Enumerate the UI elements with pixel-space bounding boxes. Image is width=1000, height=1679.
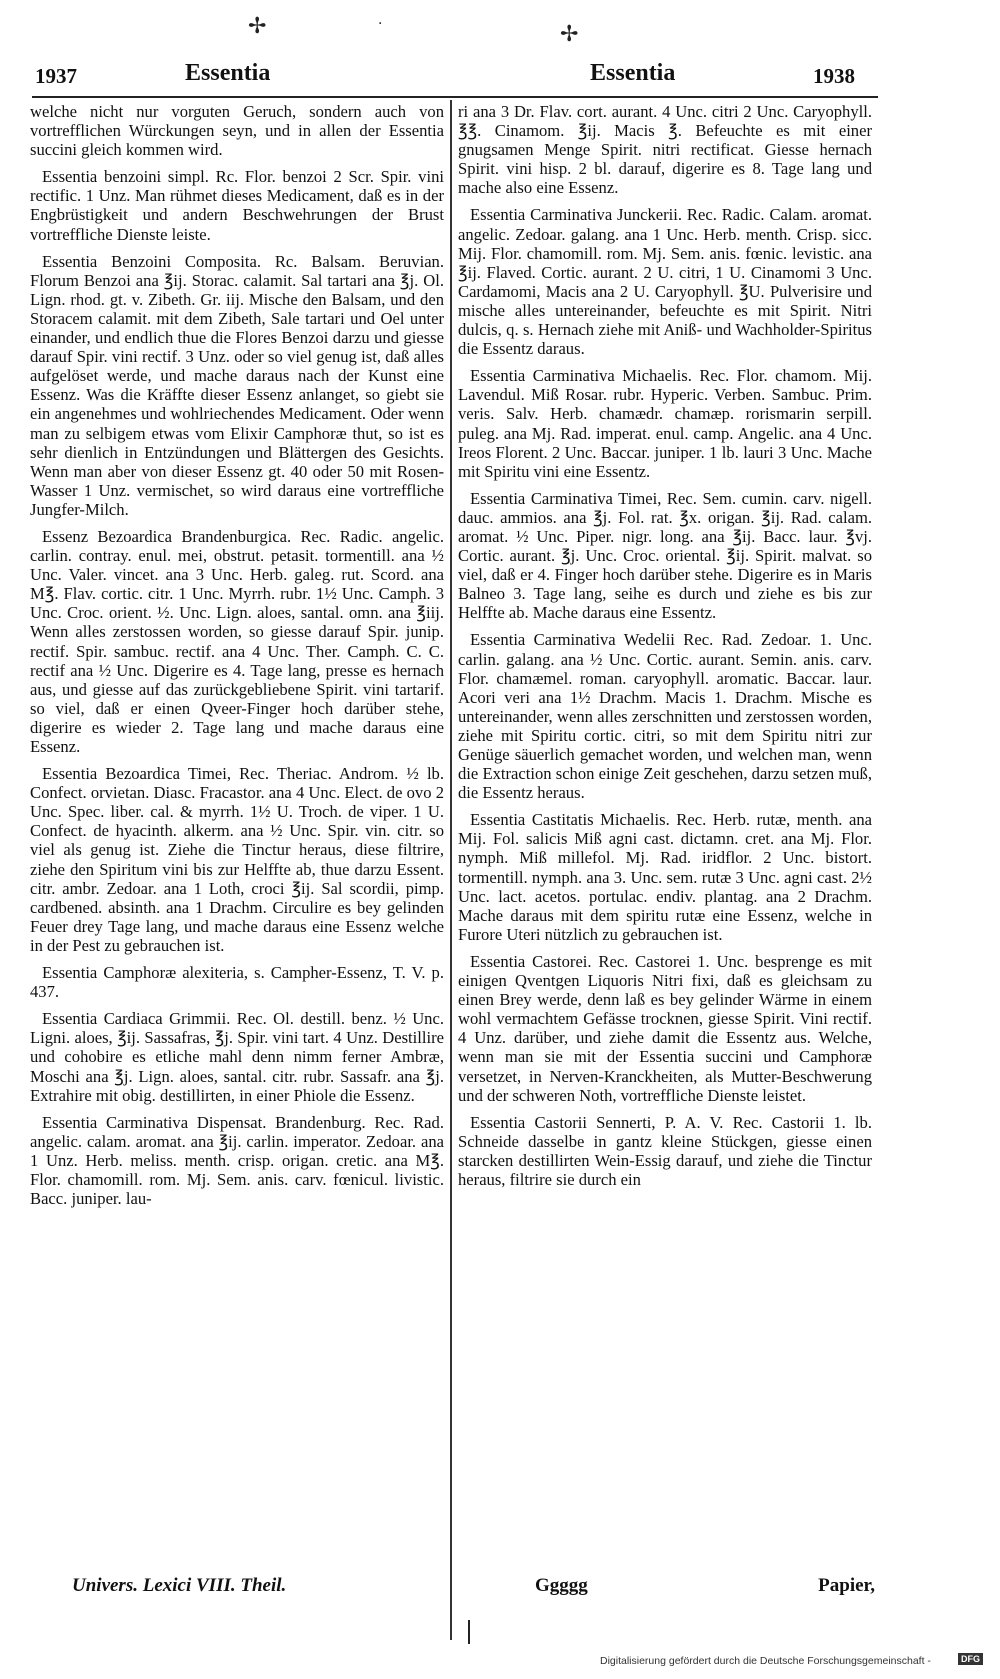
entry-paragraph: Essentia Cardiaca Grimmii. Rec. Ol. destill. benz. ½ Unc. Ligni. aloes, ℥ij. Sassafras, ℥j. Spir. vini tart. 4 Unz. Destillire und cohobire es etliche mahl denn nimm ferner Ambræ, Moschi ana ℥j. Lign. aloes, santal. citr. rubr. Sassafr. ana ℥j. Extrahire mit obig. destillirten, in einer Phiole die Essenz. [30, 1009, 444, 1105]
entry-paragraph: Essentia Castorei. Rec. Castorei 1. Unc. besprenge es mit einigen Qventgen Liquoris Nitri fixi, daß es gleichsam zu einen Brey werde, denn laß es bey gelinder Wärme in einem wohl vermachtem Gefässe trocknen, giesse Spirit. Vini rectif. 4 Unz. darüber, und ziehe damit die Essentz aus. Welche, wenn man sie mit der Essentia succini und Camphoræ versetzet, in Nerven-Kranckheiten, als Mutter-Beschwerung und der schweren Noth, vortreffliche Dienste leistet. [458, 951, 872, 1105]
ornament-mark: ✢ [248, 14, 267, 39]
entry-paragraph: Essentia Carminativa Timei, Rec. Sem. cumin. carv. nigell. dauc. ammios. ana ℥j. Fol. rat. ℥x. origan. ℥ij. Rad. calam. aromat. ½ Unc. Piper. nigr. long. ana ℥ij. Bacc. laur. ℥vj. Cortic. aurant. ℥j. Unc. Croc. oriental. ℥ij. Spirit. malvat. so viel, daß er 4. Finger hoch darüber stehe. Digerire es in Maris Balneo 3. Tage lang, seihe es durch und ziehe es bis zur Helffte ab. Mache daraus eine Essentz. [458, 488, 872, 623]
left-page-number: 1937 [35, 64, 77, 88]
left-column [30, 102, 444, 1216]
running-header [35, 60, 873, 100]
volume-footer: Univers. Lexici VIII. Theil. [72, 1575, 287, 1596]
signature-mark: Ggggg [535, 1575, 588, 1596]
entry-paragraph: Essentia Carminativa Wedelii Rec. Rad. Zedoar. 1. Unc. carlin. galang. ana ½ Unc. Cortic. aurant. Semin. anis. carv. Flor. chamæmel. roman. caryophyll. aromatic. Baccar. laur. Acori veri ana 1½ Drachm. Macis 1. Drachm. Mische es untereinander, wenn alles zerschnitten und zerstossen worden, ziehe mit Spiritu cortic. citri, so mit dem Spiritu nitri zur Genüge säuerlich gemachet worden, und welchen man, wenn die Extraction schon einige Zeit geschehen, darzu setzen muß, die Essentz heraus. [458, 630, 872, 803]
digitization-notice: Digitalisierung gefördert durch die Deutsche Forschungsgemeinschaft - [600, 1655, 931, 1667]
entry-paragraph: Essentia benzoini simpl. Rc. Flor. benzoi 2 Scr. Spir. vini rectific. 1 Unz. Man rühmet dieses Medicament, daß es in der Engbrüstigkeit und andern Beschwehrungen der Brust vortreffliche Dienste leiste. [30, 167, 444, 244]
entry-paragraph: Essentia Carminativa Junckerii. Rec. Radic. Calam. aromat. angelic. Zedoar. galang. ana 1 Unc. Herb. menth. Crisp. sicc. Mij. Flor. chamomill. rom. Mj. Sem. anis. fœnic. levistic. ana ℥ij. Flaved. Cortic. aurant. 2 U. citri, 1 U. Cinamomi 3 Unc. Cardamomi, Macis ana 2 U. Caryophyll. ℥U. Pulverisire und mische alles untereinander, befeuchte es mit Spirit. Nitri dulcis, q. s. Hernach ziehe mit Aniß- und Wachholder-Spiritus die Essentz daraus. [458, 205, 872, 359]
catchword: Papier, [818, 1575, 875, 1596]
right-running-title: Essentia [590, 60, 676, 86]
header-rule [32, 96, 878, 98]
gutter-mark [468, 1620, 470, 1644]
entry-paragraph: Essenz Bezoardica Brandenburgica. Rec. Radic. angelic. carlin. contray. enul. mei, obstrut. petasit. tormentill. ana ½ Unc. Valer. vincet. ana 3 Unc. Herb. galeg. rut. Scord. ana M℥. Flav. cortic. citr. 1 Unc. Myrrh. rubr. 1½ Unc. Camph. 3 Unc. Croc. orient. ½. Unc. Lign. aloes, santal. omn. ana ℥iij. Wenn alles zerstossen worden, so giesse darauf Spir. junip. rectif. Spir. sambuc. rectif. ana 4 Unc. Ther. Camph. C. C. rectif ana ½ Unc. Digerire es 4. Tage lang, presse es hernach aus, und giesse auf das zurückgebliebene Spirit. vini tartarif. so viel, daß er einen Qveer-Finger hoch darüber stehe, digerire es wieder 2. Tage lang und mache daraus eine Essenz. [30, 526, 444, 756]
right-column [458, 102, 872, 1197]
entry-paragraph: Essentia Camphoræ alexiteria, s. Campher-Essenz, T. V. p. 437. [30, 963, 444, 1002]
entry-paragraph: Essentia Carminativa Dispensat. Brandenburg. Rec. Rad. angelic. calam. aromat. ana ℥ij. carlin. imperator. Zedoar. ana 1 Unz. Herb. meliss. menth. crisp. origan. cretic. ana M℥. Flor. chamomill. rom. Mj. Sem. anis. carv. fœnicul. livistic. Bacc. juniper. lau- [30, 1112, 444, 1209]
entry-paragraph: welche nicht nur vorguten Geruch, sondern auch von vortrefflichen Würckungen seyn, und in allen der Essentia succini gleich kommen wird. [30, 102, 444, 160]
right-page-number: 1938 [813, 64, 855, 88]
column-divider [450, 100, 452, 1640]
dfg-logo: DFG [958, 1653, 983, 1665]
ornament-mark: ✢ [560, 22, 579, 47]
entry-paragraph: Essentia Castitatis Michaelis. Rec. Herb. rutæ, menth. ana Mij. Fol. salicis Miß agni cast. dictamn. cret. ana Mj. Flor. nymph. Miß millefol. Mj. Rad. iridflor. 2 Unc. bistort. tormentill. nymph. ana 3. Unc. sem. rutæ 3 Unc. agni cast. 2½ Unc. lact. acetos. portulac. endiv. plantag. ana 2 Drachm. Mache daraus mit dem spiritu rutæ eine Essenz, welche in Furore Uteri nützlich zu gebrauchen ist. [458, 810, 872, 944]
entry-paragraph: Essentia Benzoini Composita. Rc. Balsam. Beruvian. Florum Benzoi ana ℥ij. Storac. calamit. Sal tartari ana ℥j. Ol. Lign. rhod. gt. v. Zibeth. Gr. iij. Mische den Balsam, und den Storacem calamit. mit dem Zibeth, Sale tartari und Oel unter einander, und endlich thue die Flores Benzoi darzu und giesse darauf Spir. vini rectif. 3 Unz. oder so viel genug ist, daß alles aufgelöset werde, und mache daraus nach der Kunst eine Essenz. Was die Kräffte dieser Essenz anlanget, so giebt sie ein angenehmes und wohlriechendes Medicament. Oder wenn man zu selbigem etwas vom Elixir Camphoræ thut, so ist es sehr dienlich in Entzündungen und Blättergen des Gesichts. Wenn man aber von dieser Essenz gt. 40 oder 50 mit Rosen-Wasser 1 Unz. vermischet, so wird daraus eine vortreffliche Jungfer-Milch. [30, 251, 444, 519]
entry-paragraph: Essentia Castorii Sennerti, P. A. V. Rec. Castorii 1. lb. Schneide dasselbe in gantz kleine Stückgen, giesse einen starcken destillirten Wein-Essig darauf, und ziehe die Tinctur heraus, filtrire sie durch ein [458, 1112, 872, 1189]
entry-paragraph: Essentia Carminativa Michaelis. Rec. Flor. chamom. Mij. Lavendul. Miß Rosar. rubr. Hyperic. Verben. Sambuc. Prim. veris. Salv. Herb. chamædr. chamæp. rorismarin serpill. puleg. ana Mj. Rad. imperat. enul. camp. Angelic. ana 4 Unc. Ireos Florent. 2 Unc. Baccar. juniper. 1 lb. lauri 3 Unc. Mache mit Spiritu vini eine Essentz. [458, 366, 872, 481]
entry-paragraph: Essentia Bezoardica Timei, Rec. Theriac. Androm. ½ lb. Confect. orvietan. Diasc. Fracastor. ana 4 Unc. Elect. de ovo 2 Unc. Spec. liber. cal. & myrrh. 1½ U. Troch. de viper. 1 U. Confect. de hyacinth. alkerm. ana ½ Unc. Spir. vin. citr. so viel als genug ist. Ziehe die Tinctur heraus, diese filtrire, ziehe den Spiritum vini bis zur Helffte ab, thue darzu Essent. citr. ambr. Zedoar. ana 1 Loth, croci ℥ij. Sal scordii, pimp. cardbened. absinth. ana 1 Drachm. Circulire es bey gelinden Feuer drey Tage lang, und mache daraus eine Essenz welche in der Pest zu gebrauchen ist. [30, 764, 444, 955]
left-running-title: Essentia [185, 60, 271, 86]
ornament-mark: · [378, 16, 383, 32]
top-ornaments [0, 14, 1000, 54]
entry-paragraph: ri ana 3 Dr. Flav. cort. aurant. 4 Unc. citri 2 Unc. Caryophyll. ℥℥. Cinamom. ℥ij. Macis ℥. Befeuchte es mit einer gnugsamen Menge Spirit. nitri rectificat. Giesse hernach Spirit. vini hisp. 2 bl. darauf, digerire es 8. Tage lang und mache also eine Essenz. [458, 102, 872, 198]
